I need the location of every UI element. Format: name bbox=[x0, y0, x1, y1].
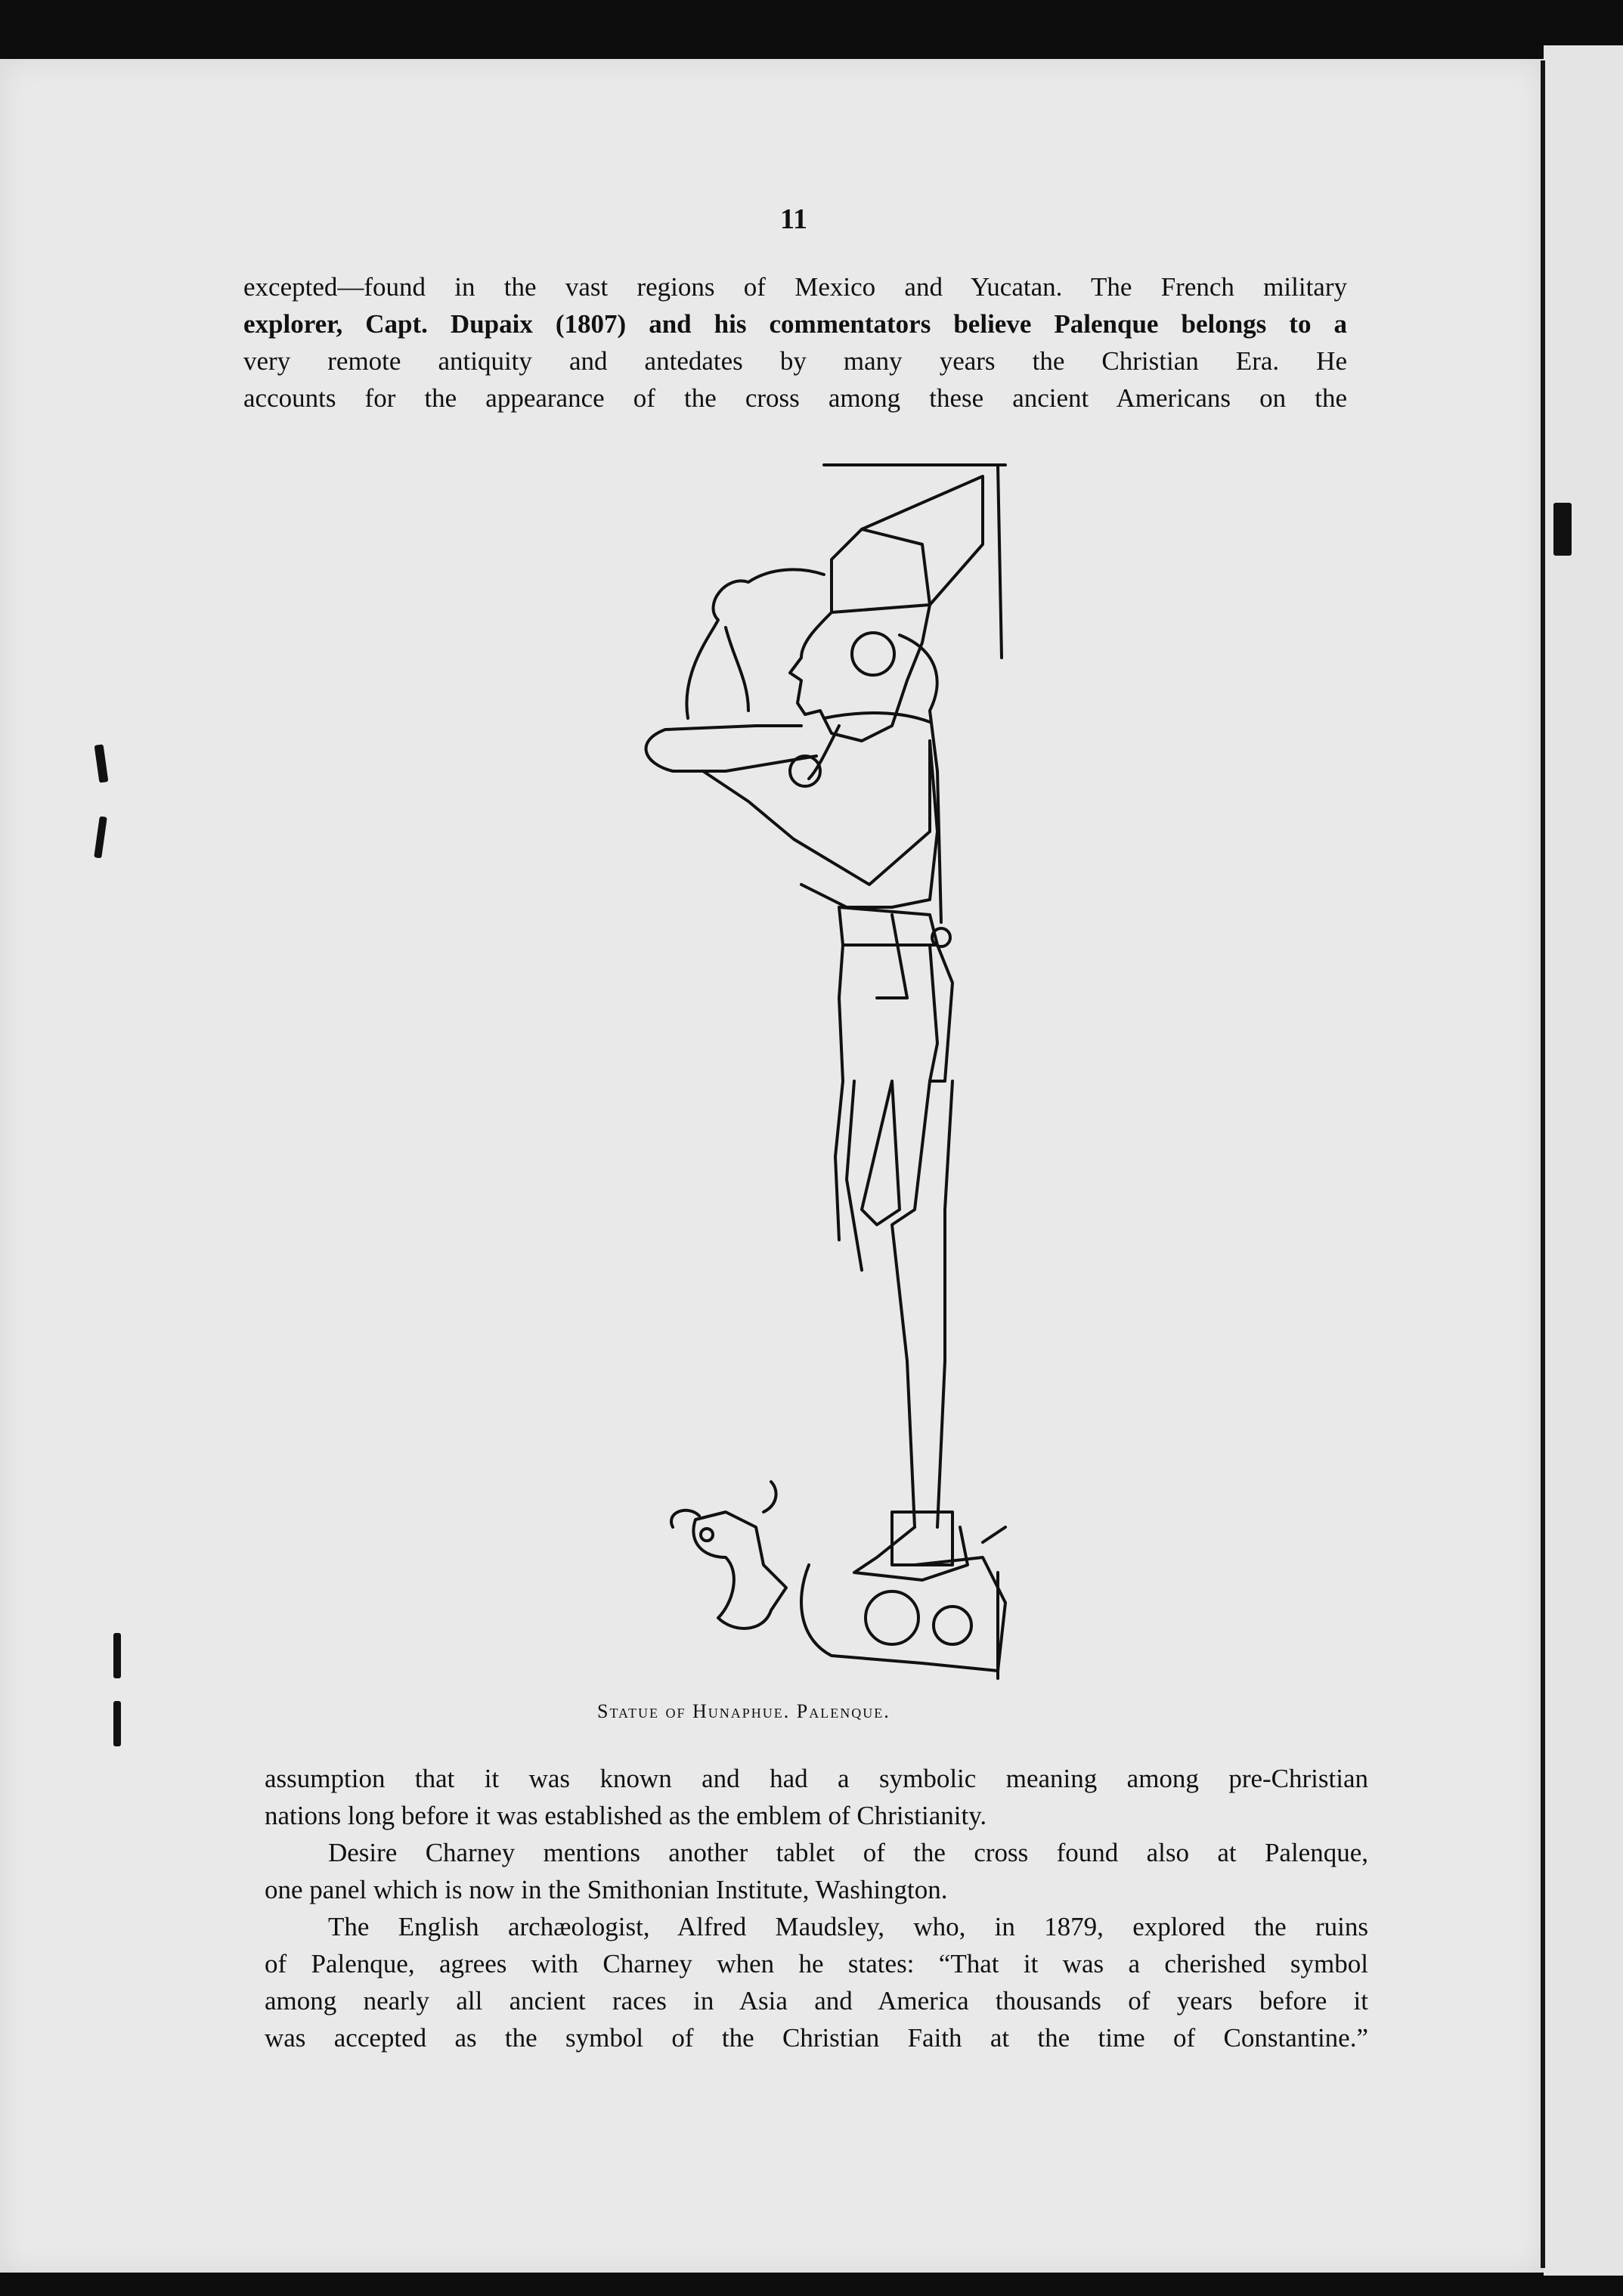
text-line: was accepted as the symbol of the Christian Faith at the time of Constantine.” bbox=[265, 2023, 1368, 2053]
page-edge bbox=[1544, 45, 1623, 2276]
margin-mark bbox=[113, 1701, 121, 1746]
text-line: one panel which is now in the Smithonian Institute, Washington. bbox=[265, 1875, 948, 1904]
text-line: nations long before it was established as the emblem of Christianity. bbox=[265, 1801, 987, 1830]
page-number: 11 bbox=[780, 203, 807, 235]
margin-mark bbox=[113, 1633, 121, 1678]
text-line: accounts for the appearance of the cross among these ancient Americans on the bbox=[243, 383, 1347, 413]
text-line: The English archæologist, Alfred Maudsley, who, in 1879, explored the ruins bbox=[328, 1912, 1368, 1941]
text-line: explorer, Capt. Dupaix (1807) and his commentators believe Palenque belongs to a bbox=[243, 309, 1347, 339]
statue-drawing bbox=[575, 454, 1043, 1697]
text-line: very remote antiquity and antedates by many years the Christian Era. He bbox=[243, 346, 1347, 376]
page-edge-line bbox=[1541, 60, 1545, 2268]
figure-caption: Statue of Hunaphue. Palenque. bbox=[597, 1700, 890, 1722]
body-text-bottom bbox=[265, 1760, 1368, 2056]
statue-illustration bbox=[575, 454, 1043, 1697]
text-line: of Palenque, agrees with Charney when he states: “That it was a cherished symbol bbox=[265, 1949, 1368, 1978]
text-line: Desire Charney mentions another tablet of the cross found also at Palenque, bbox=[328, 1838, 1368, 1867]
margin-mark bbox=[1553, 503, 1572, 556]
text-line: excepted—found in the vast regions of Mexico and Yucatan. The French military bbox=[243, 272, 1347, 302]
text-line: assumption that it was known and had a symbolic meaning among pre-Christian bbox=[265, 1764, 1368, 1793]
text-line: among nearly all ancient races in Asia and America thousands of years before it bbox=[265, 1986, 1368, 2016]
body-text-top bbox=[243, 268, 1347, 417]
